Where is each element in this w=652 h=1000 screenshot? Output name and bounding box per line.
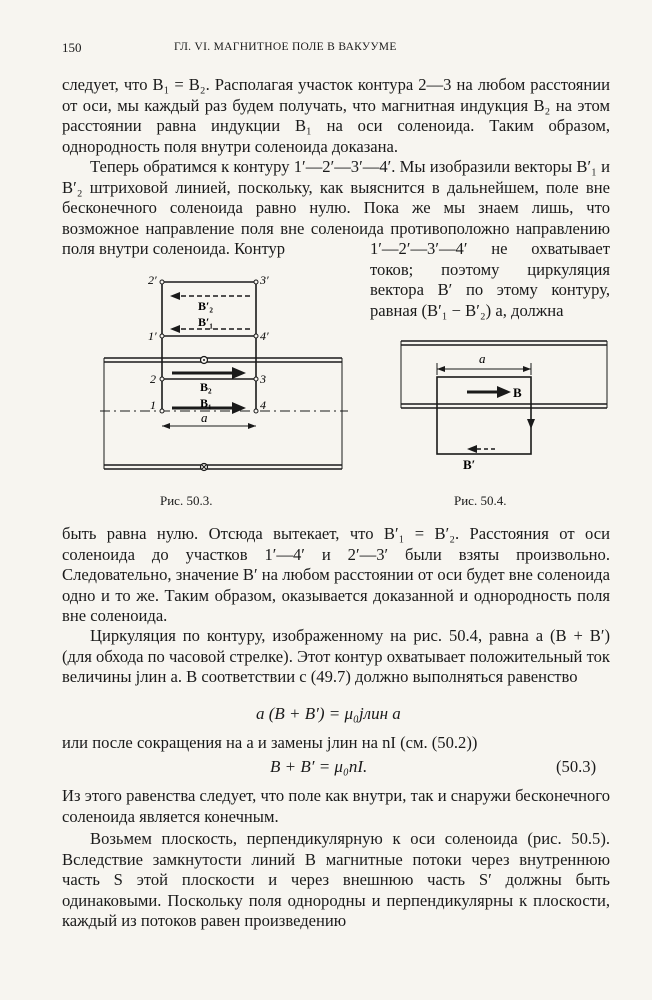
label-1: 1: [150, 398, 156, 412]
label-2p: 2′: [148, 273, 157, 287]
formula-1: a (B + B′) = μ₀jлин a: [256, 704, 401, 723]
current-in-icon: [201, 464, 208, 471]
label-1p: 1′: [148, 329, 157, 343]
paragraph-1: следует, что B₁ = B₂. Располагая участок контура 2—3 на любом расстоянии от оси, мы каждый раз будем получать, что магнитная индукция B₂ на этом расстоянии равна индукции B₁ на оси соленоида. Таким образом, однородность поля внутри соленоида доказана.: [62, 75, 610, 156]
paragraph-7: Возьмем плоскость, перпендикулярную к оси соленоида (рис. 50.5). Вследствие замкнутости линий B магнитные потоки через внутреннюю часть S этой плоскости и через внешнюю часть S′ должны быть одинаковыми. Поскольку поля однородны и перпендикулярны к плоскости, каждый из потоков равен произведению: [62, 829, 610, 930]
running-title: ГЛ. VI. МАГНИТНОЕ ПОЛЕ В ВАКУУМЕ: [174, 41, 397, 53]
paragraph-5: или после сокращения на a и замены jлин на nI (см. (50.2)): [62, 733, 478, 752]
label-B1p: B′₁: [198, 315, 213, 329]
caption-fig-50-4: Рис. 50.4.: [454, 493, 507, 508]
paragraph-3: быть равна нулю. Отсюда вытекает, что B′₁ = B′₂. Расстояния от оси соленоида до участков 1′—4′ и 2′—3′ были взяты произвольно. Следовательно, значение B′ на любом расстоянии от оси будет вне соленоида одно и то же. Таким образом, оказывается доказанной и однородность поля вне соленоида.: [62, 524, 610, 625]
label-B: B: [513, 385, 522, 400]
label-B2: B₂: [200, 380, 212, 394]
label-a: a: [479, 351, 486, 366]
page-header: [62, 40, 610, 60]
paragraph-2-side: 1′—2′—3′—4′ не охватывает токов; поэтому циркуляция вектора B′ по этому контуру, равная (B′₁ − B′₂) a, должна: [370, 239, 610, 320]
label-a: a: [201, 410, 208, 425]
paragraph-4: Циркуляция по контуру, изображенному на рис. 50.4, равна a (B + B′) (для обхода по часовой стрелке). Этот контур охватывает положительный ток величины jлин a. В соответствии с (49.7) должно выполняться равенство: [62, 626, 610, 686]
label-4p: 4′: [260, 329, 269, 343]
formula-2: B + B′ = μ₀nI.: [270, 757, 368, 776]
paragraph-2: Теперь обратимся к контуру 1′—2′—3′—4′. Мы изобразили векторы B′₁ и B′₂ штриховой линией, поскольку, как выяснится в дальнейшем, поле вне бесконечного соленоида равно нулю. Пока же мы знаем лишь, что возможное направление поля вне соленоида противоположно направлению поля внутри соленоида. Контур: [62, 157, 610, 258]
equation-number: (50.3): [556, 757, 597, 776]
caption-fig-50-3: Рис. 50.3.: [160, 493, 213, 508]
label-3: 3: [260, 372, 266, 386]
label-B2p: B′₂: [198, 299, 213, 313]
paragraph-6: Из этого равенства следует, что поле как внутри, так и снаружи бесконечного соленоида является конечным.: [62, 786, 610, 826]
figure-50-3: [100, 270, 350, 480]
label-B1: B₁: [200, 396, 212, 410]
label-4: 4: [260, 398, 266, 412]
label-2: 2: [150, 372, 156, 386]
label-3p: 3′: [260, 273, 269, 287]
page-number: 150: [62, 40, 82, 55]
figure-50-4: [397, 335, 611, 480]
label-Bp: B′: [463, 457, 476, 472]
